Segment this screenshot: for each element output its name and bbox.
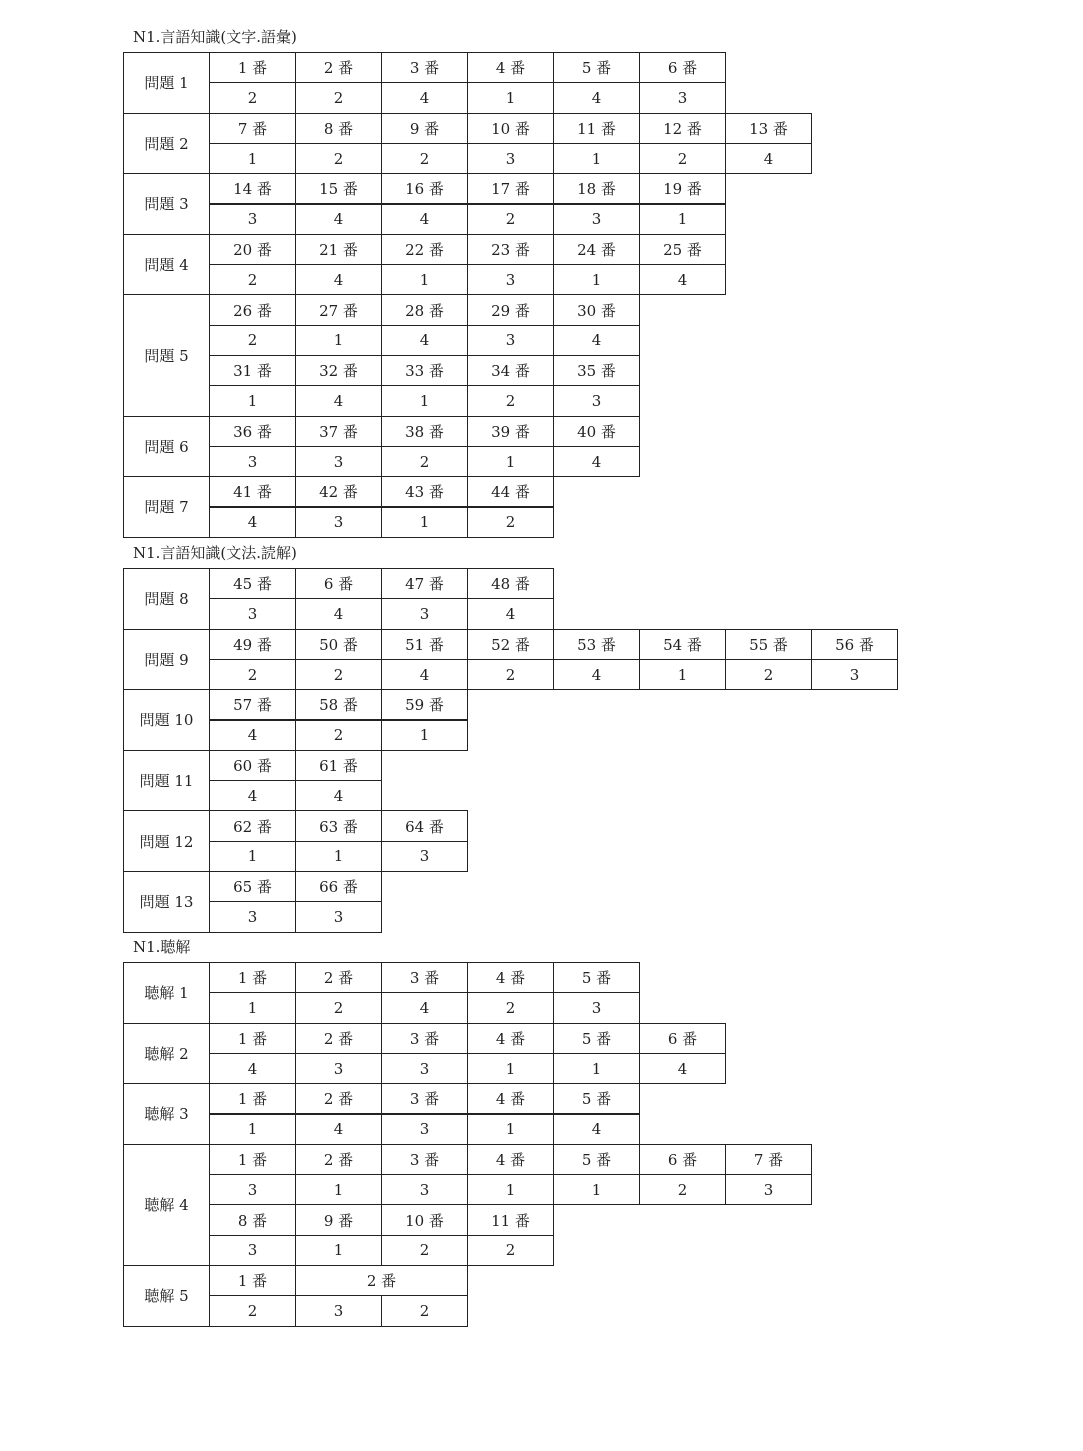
answer-cell: 3: [295, 1295, 382, 1326]
question-number-cell: 4 番: [467, 1144, 554, 1175]
answer-cell: 1: [467, 1174, 554, 1205]
question-number-cell: 55 番: [725, 629, 812, 660]
answer-cell: 2: [467, 1235, 554, 1266]
answer-cell: 2: [381, 1235, 468, 1266]
question-number-cell: 22 番: [381, 234, 468, 265]
answer-cell: 1: [467, 1114, 554, 1145]
answer-cell: 3: [811, 659, 898, 690]
question-number-cell: 17 番: [467, 173, 554, 204]
question-number-cell: 56 番: [811, 629, 898, 660]
question-number-cell: 40 番: [553, 416, 640, 447]
group-label: 問題 7: [123, 476, 210, 538]
question-number-cell: 4 番: [467, 962, 554, 993]
answer-cell: 1: [381, 507, 468, 538]
question-number-cell: 39 番: [467, 416, 554, 447]
answer-cell: 1: [553, 1174, 640, 1205]
question-number-cell: 27 番: [295, 294, 382, 325]
question-number-cell: 35 番: [553, 355, 640, 386]
answer-cell: 1: [209, 992, 296, 1023]
question-number-cell: 15 番: [295, 173, 382, 204]
question-number-cell: 48 番: [467, 568, 554, 599]
question-number-cell: 1 番: [209, 52, 296, 83]
question-number-cell: 24 番: [553, 234, 640, 265]
question-number-cell: 45 番: [209, 568, 296, 599]
section-title: N1.言語知識(文法.読解): [133, 544, 297, 562]
answer-cell: 4: [209, 1053, 296, 1084]
answer-cell: 2: [209, 659, 296, 690]
answer-cell: 3: [467, 143, 554, 174]
answer-cell: 3: [467, 325, 554, 356]
answer-cell: 2: [381, 446, 468, 477]
question-number-cell: 33 番: [381, 355, 468, 386]
answer-cell: 3: [295, 446, 382, 477]
question-number-cell: 7 番: [725, 1144, 812, 1175]
answer-cell: 4: [553, 325, 640, 356]
group-label: 問題 6: [123, 416, 210, 478]
group-label: 問題 13: [123, 871, 210, 933]
question-number-cell: 9 番: [295, 1204, 382, 1235]
answer-cell: 3: [381, 841, 468, 872]
question-number-cell: 54 番: [639, 629, 726, 660]
question-number-cell: 47 番: [381, 568, 468, 599]
question-number-cell: 4 番: [467, 1023, 554, 1054]
group-label: 聴解 2: [123, 1023, 210, 1085]
answer-cell: 1: [295, 1235, 382, 1266]
question-number-cell: 3 番: [381, 1144, 468, 1175]
answer-cell: 1: [209, 841, 296, 872]
answer-cell: 3: [381, 1114, 468, 1145]
question-number-cell: 5 番: [553, 1083, 640, 1114]
question-number-cell: 64 番: [381, 810, 468, 841]
answer-cell: 1: [381, 385, 468, 416]
question-number-cell: 2 番: [295, 52, 382, 83]
question-number-cell: 19 番: [639, 173, 726, 204]
question-number-cell: 51 番: [381, 629, 468, 660]
answer-cell: 4: [553, 1114, 640, 1145]
answer-cell: 4: [381, 204, 468, 235]
question-number-cell: 36 番: [209, 416, 296, 447]
question-number-cell: 25 番: [639, 234, 726, 265]
answer-cell: 3: [725, 1174, 812, 1205]
question-number-cell: 6 番: [295, 568, 382, 599]
question-number-cell: 62 番: [209, 810, 296, 841]
answer-cell: 1: [209, 143, 296, 174]
question-number-cell: 37 番: [295, 416, 382, 447]
question-number-cell: 3 番: [381, 962, 468, 993]
question-number-cell: 43 番: [381, 476, 468, 507]
question-number-cell: 6 番: [639, 1144, 726, 1175]
question-number-cell: 12 番: [639, 113, 726, 144]
group-label: 聴解 5: [123, 1265, 210, 1327]
answer-cell: 2: [295, 82, 382, 113]
question-number-cell: 2 番: [295, 1023, 382, 1054]
section-title: N1.言語知識(文字.語彙): [133, 28, 297, 46]
question-number-cell: 10 番: [467, 113, 554, 144]
answer-cell: 1: [553, 1053, 640, 1084]
answer-cell: 3: [209, 1235, 296, 1266]
answer-cell: 4: [295, 385, 382, 416]
question-number-cell: 3 番: [381, 52, 468, 83]
question-number-cell: 2 番: [295, 962, 382, 993]
answer-cell: 2: [295, 143, 382, 174]
answer-cell: 3: [553, 204, 640, 235]
question-number-cell: 8 番: [209, 1204, 296, 1235]
group-label: 問題 3: [123, 173, 210, 235]
question-number-cell: 14 番: [209, 173, 296, 204]
question-number-cell: 9 番: [381, 113, 468, 144]
question-number-cell: 3 番: [381, 1083, 468, 1114]
group-label: 問題 8: [123, 568, 210, 630]
group-label: 問題 10: [123, 689, 210, 751]
question-number-cell: 21 番: [295, 234, 382, 265]
question-number-cell: 6 番: [639, 1023, 726, 1054]
answer-cell: 1: [295, 1174, 382, 1205]
question-number-cell: 32 番: [295, 355, 382, 386]
question-number-cell: 6 番: [639, 52, 726, 83]
question-number-cell: 50 番: [295, 629, 382, 660]
question-number-cell: 63 番: [295, 810, 382, 841]
answer-cell: 1: [295, 325, 382, 356]
answer-cell: 4: [553, 446, 640, 477]
question-number-cell: 28 番: [381, 294, 468, 325]
question-number-cell: 38 番: [381, 416, 468, 447]
question-number-cell: 4 番: [467, 1083, 554, 1114]
question-number-cell: 1 番: [209, 1083, 296, 1114]
answer-cell: 2: [467, 507, 554, 538]
answer-cell: 1: [467, 1053, 554, 1084]
question-number-cell: 11 番: [467, 1204, 554, 1235]
question-number-cell: 53 番: [553, 629, 640, 660]
answer-cell: 2: [467, 204, 554, 235]
question-number-cell: 1 番: [209, 962, 296, 993]
answer-cell: 3: [209, 446, 296, 477]
question-number-cell: 1 番: [209, 1265, 296, 1296]
answer-cell: 1: [381, 264, 468, 295]
question-number-cell: 65 番: [209, 871, 296, 902]
question-number-cell: 5 番: [553, 1023, 640, 1054]
question-number-cell: 60 番: [209, 750, 296, 781]
answer-cell: 2: [295, 720, 382, 751]
question-number-cell: 2 番: [295, 1083, 382, 1114]
question-number-cell: 31 番: [209, 355, 296, 386]
answer-cell: 1: [209, 1114, 296, 1145]
question-number-cell: 30 番: [553, 294, 640, 325]
answer-cell: 3: [381, 1053, 468, 1084]
group-label: 問題 11: [123, 750, 210, 812]
question-number-cell: 61 番: [295, 750, 382, 781]
answer-cell: 3: [467, 264, 554, 295]
answer-cell: 2: [725, 659, 812, 690]
answer-cell: 2: [381, 143, 468, 174]
answer-cell: 2: [209, 1295, 296, 1326]
answer-cell: 1: [553, 143, 640, 174]
answer-cell: 2: [467, 385, 554, 416]
answer-cell: 3: [381, 598, 468, 629]
question-number-cell: 20 番: [209, 234, 296, 265]
question-number-cell: 8 番: [295, 113, 382, 144]
group-label: 聴解 4: [123, 1144, 210, 1266]
answer-cell: 4: [295, 598, 382, 629]
answer-cell: 4: [553, 659, 640, 690]
answer-cell: 3: [553, 992, 640, 1023]
question-number-cell: 57 番: [209, 689, 296, 720]
group-label: 問題 9: [123, 629, 210, 691]
question-number-cell-merged: 2 番: [295, 1265, 468, 1296]
question-number-cell: 16 番: [381, 173, 468, 204]
answer-cell: 3: [295, 507, 382, 538]
answer-cell: 4: [295, 264, 382, 295]
question-number-cell: 18 番: [553, 173, 640, 204]
answer-cell: 2: [467, 992, 554, 1023]
answer-cell: 4: [467, 598, 554, 629]
question-number-cell: 29 番: [467, 294, 554, 325]
question-number-cell: 59 番: [381, 689, 468, 720]
question-number-cell: 44 番: [467, 476, 554, 507]
answer-cell: 3: [295, 901, 382, 932]
answer-cell: 3: [295, 1053, 382, 1084]
question-number-cell: 66 番: [295, 871, 382, 902]
answer-cell: 3: [209, 901, 296, 932]
answer-cell: 1: [209, 385, 296, 416]
group-label: 問題 5: [123, 294, 210, 416]
question-number-cell: 1 番: [209, 1023, 296, 1054]
answer-cell: 3: [639, 82, 726, 113]
answer-cell: 2: [295, 659, 382, 690]
answer-cell: 1: [467, 82, 554, 113]
answer-cell: 1: [639, 659, 726, 690]
question-number-cell: 58 番: [295, 689, 382, 720]
question-number-cell: 2 番: [295, 1144, 382, 1175]
answer-cell: 3: [381, 1174, 468, 1205]
answer-cell: 2: [209, 264, 296, 295]
answer-cell: 4: [639, 1053, 726, 1084]
group-label: 問題 4: [123, 234, 210, 296]
answer-cell: 4: [295, 204, 382, 235]
answer-cell: 3: [209, 598, 296, 629]
question-number-cell: 52 番: [467, 629, 554, 660]
question-number-cell: 7 番: [209, 113, 296, 144]
answer-cell: 4: [209, 720, 296, 751]
question-number-cell: 13 番: [725, 113, 812, 144]
question-number-cell: 34 番: [467, 355, 554, 386]
answer-cell: 2: [639, 1174, 726, 1205]
answer-cell: 3: [553, 385, 640, 416]
question-number-cell: 3 番: [381, 1023, 468, 1054]
answer-cell: 4: [381, 992, 468, 1023]
answer-cell: 2: [295, 992, 382, 1023]
question-number-cell: 4 番: [467, 52, 554, 83]
question-number-cell: 49 番: [209, 629, 296, 660]
group-label: 問題 2: [123, 113, 210, 175]
section-title: N1.聴解: [133, 938, 191, 956]
answer-cell: 4: [381, 659, 468, 690]
answer-cell: 4: [209, 507, 296, 538]
question-number-cell: 11 番: [553, 113, 640, 144]
answer-cell: 4: [295, 780, 382, 811]
group-label: 問題 1: [123, 52, 210, 114]
question-number-cell: 5 番: [553, 962, 640, 993]
answer-cell: 1: [553, 264, 640, 295]
question-number-cell: 23 番: [467, 234, 554, 265]
answer-cell: 3: [209, 204, 296, 235]
answer-cell: 4: [209, 780, 296, 811]
answer-cell: 4: [553, 82, 640, 113]
answer-cell: 4: [381, 325, 468, 356]
question-number-cell: 5 番: [553, 52, 640, 83]
answer-cell: 3: [209, 1174, 296, 1205]
answer-cell: 1: [639, 204, 726, 235]
answer-cell: 4: [295, 1114, 382, 1145]
group-label: 問題 12: [123, 810, 210, 872]
answer-cell: 2: [209, 82, 296, 113]
answer-cell: 1: [381, 720, 468, 751]
answer-cell: 2: [209, 325, 296, 356]
answer-cell: 4: [639, 264, 726, 295]
answer-cell: 4: [381, 82, 468, 113]
answer-cell: 1: [467, 446, 554, 477]
answer-cell: 1: [295, 841, 382, 872]
question-number-cell: 1 番: [209, 1144, 296, 1175]
question-number-cell: 26 番: [209, 294, 296, 325]
question-number-cell: 10 番: [381, 1204, 468, 1235]
question-number-cell: 5 番: [553, 1144, 640, 1175]
answer-cell: 4: [725, 143, 812, 174]
question-number-cell: 41 番: [209, 476, 296, 507]
group-label: 聴解 1: [123, 962, 210, 1024]
answer-cell: 2: [381, 1295, 468, 1326]
question-number-cell: 42 番: [295, 476, 382, 507]
answer-cell: 2: [467, 659, 554, 690]
answer-cell: 2: [639, 143, 726, 174]
group-label: 聴解 3: [123, 1083, 210, 1145]
